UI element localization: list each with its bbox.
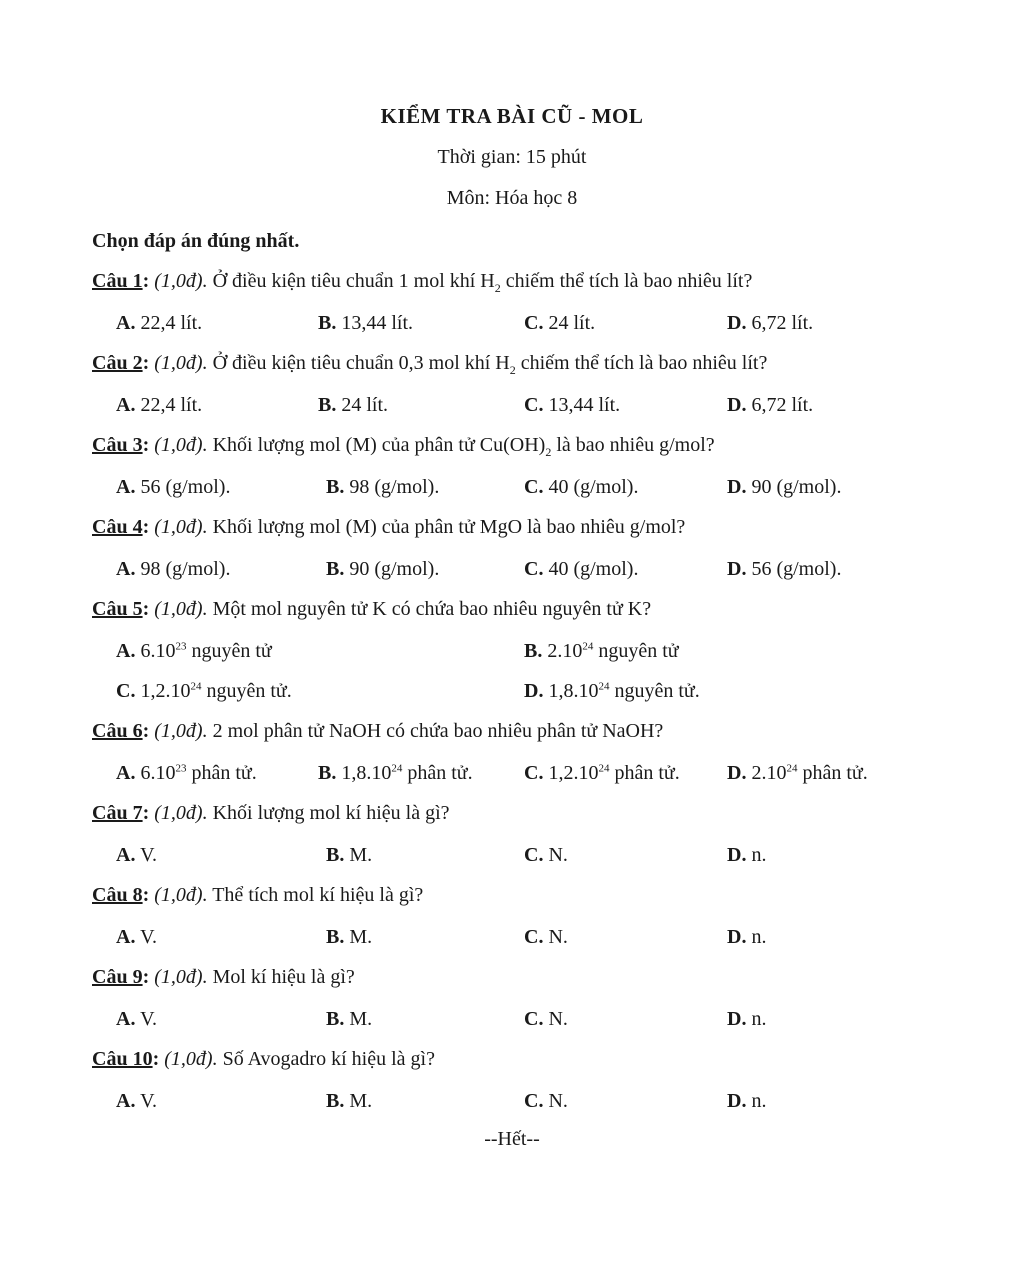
question-6: Câu 6: (1,0đ). 2 mol phân tử NaOH có chứa bao nhiêu phân tử NaOH? <box>92 720 664 742</box>
question-3: Câu 3: (1,0đ). Khối lượng mol (M) của phân tử $Cu(OH)_2$ là bao nhiêu g/mol? <box>92 434 715 459</box>
question-2: Câu 2: (1,0đ). Ở điều kiện tiêu chuẩn 0,3 mol khí $H_2$ chiếm thể tích là bao nhiêu lít? <box>92 352 768 377</box>
question-text: Khối lượng mol kí hiệu là gì? <box>212 802 450 824</box>
question-label: Câu 8 <box>92 884 143 906</box>
option-a[interactable]: A. 22,4 lít. <box>116 394 203 416</box>
option-b[interactable]: B. 13,44 lít. <box>318 312 414 334</box>
option-a[interactable]: A. V. <box>116 844 157 866</box>
option-c[interactable]: C. N. <box>524 844 568 866</box>
question-score: (1,0đ). <box>154 352 208 374</box>
question-label: Câu 3 <box>92 434 143 456</box>
question-label: Câu 9 <box>92 966 143 988</box>
question-label: Câu 6 <box>92 720 143 742</box>
question-1: Câu 1: (1,0đ). Ở điều kiện tiêu chuẩn 1 mol khí $H_2$ chiếm thể tích là bao nhiêu lít? <box>92 270 753 295</box>
question-score: (1,0đ). <box>154 434 208 456</box>
question-7: Câu 7: (1,0đ). Khối lượng mol kí hiệu là gì? <box>92 802 450 824</box>
option-a[interactable]: A. 22,4 lít. <box>116 312 203 334</box>
question-score: (1,0đ). <box>154 270 208 292</box>
question-text: 2 mol phân tử NaOH có chứa bao nhiêu phân tử NaOH? <box>212 720 664 742</box>
question-4: Câu 4: (1,0đ). Khối lượng mol (M) của phân tử MgO là bao nhiêu g/mol? <box>92 516 686 538</box>
question-score: (1,0đ). <box>154 966 208 988</box>
option-b[interactable]: B. 24 lít. <box>318 394 389 416</box>
question-text-tail: là bao nhiêu g/mol? <box>551 434 715 456</box>
option-d[interactable]: D. n. <box>727 844 767 866</box>
option-d[interactable]: D. 1,8.10$^{24}$ nguyên tử. <box>524 680 700 702</box>
option-d[interactable]: D. 6,72 lít. <box>727 312 814 334</box>
option-a[interactable]: A. V. <box>116 1008 157 1030</box>
question-9: Câu 9: (1,0đ). Mol kí hiệu là gì? <box>92 966 355 988</box>
option-d[interactable]: D. n. <box>727 1090 767 1112</box>
question-text: Mol kí hiệu là gì? <box>212 966 355 988</box>
question-text: Một mol nguyên tử K có chứa bao nhiêu nguyên tử K? <box>212 598 652 620</box>
option-b[interactable]: B. 1,8.10$^{24}$ phân tử. <box>318 762 473 784</box>
question-text: Số Avogadro kí hiệu là gì? <box>222 1048 435 1070</box>
question-text: Khối lượng mol (M) của phân tử MgO là bao nhiêu g/mol? <box>212 516 686 538</box>
option-b[interactable]: B. M. <box>326 844 373 866</box>
question-text: Khối lượng mol (M) của phân tử Cu(OH) <box>212 434 546 456</box>
question-score: (1,0đ). <box>154 598 208 620</box>
question-label: Câu 4 <box>92 516 143 538</box>
option-c[interactable]: C. N. <box>524 1008 568 1030</box>
question-text: Ở điều kiện tiêu chuẩn 0,3 mol khí H <box>212 352 510 374</box>
question-text-tail: chiếm thể tích là bao nhiêu lít? <box>515 352 768 374</box>
question-5: Câu 5: (1,0đ). Một mol nguyên tử K có chứa bao nhiêu nguyên tử K? <box>92 598 652 620</box>
question-score: (1,0đ). <box>164 1048 218 1070</box>
option-c[interactable]: C. 1,2.10$^{24}$ phân tử. <box>524 762 680 784</box>
question-score: (1,0đ). <box>154 720 208 742</box>
question-label: Câu 1 <box>92 270 143 292</box>
option-c[interactable]: C. 1,2.10$^{24}$ nguyên tử. <box>116 680 292 702</box>
option-a[interactable]: A. V. <box>116 926 157 948</box>
option-b[interactable]: B. 2.10$^{24}$ nguyên tử <box>524 640 679 662</box>
exam-time: Thời gian: 15 phút <box>437 146 587 168</box>
option-a[interactable]: A. 6.10$^{23}$ phân tử. <box>116 762 257 784</box>
question-label: Câu 7 <box>92 802 143 824</box>
subscript: 2 <box>509 363 516 377</box>
exam-title: KIỂM TRA BÀI CŨ - MOL <box>380 104 644 128</box>
option-b[interactable]: B. M. <box>326 1008 373 1030</box>
question-label: Câu 10 <box>92 1048 153 1070</box>
option-d[interactable]: D. 56 (g/mol). <box>727 558 842 580</box>
option-c[interactable]: C. N. <box>524 926 568 948</box>
subscript: 2 <box>494 281 501 295</box>
question-score: (1,0đ). <box>154 884 208 906</box>
option-a[interactable]: A. 6.10$^{23}$ nguyên tử <box>116 640 272 662</box>
question-10: Câu 10: (1,0đ). Số Avogadro kí hiệu là gì? <box>92 1048 435 1070</box>
option-b[interactable]: B. 90 (g/mol). <box>326 558 440 580</box>
option-d[interactable]: D. 90 (g/mol). <box>727 476 842 498</box>
option-c[interactable]: C. 40 (g/mol). <box>524 476 639 498</box>
option-b[interactable]: B. 98 (g/mol). <box>326 476 440 498</box>
option-c[interactable]: C. 13,44 lít. <box>524 394 621 416</box>
question-text: Ở điều kiện tiêu chuẩn 1 mol khí H <box>212 270 495 292</box>
option-d[interactable]: D. 2.10$^{24}$ phân tử. <box>727 762 868 784</box>
option-c[interactable]: C. N. <box>524 1090 568 1112</box>
option-b[interactable]: B. M. <box>326 1090 373 1112</box>
option-a[interactable]: A. 98 (g/mol). <box>116 558 231 580</box>
question-text: Thể tích mol kí hiệu là gì? <box>212 884 424 906</box>
exam-subject: Môn: Hóa học 8 <box>446 187 578 209</box>
question-score: (1,0đ). <box>154 516 208 538</box>
question-label: Câu 2 <box>92 352 143 374</box>
question-8: Câu 8: (1,0đ). Thể tích mol kí hiệu là gì? <box>92 884 424 906</box>
option-a[interactable]: A. V. <box>116 1090 157 1112</box>
end-marker: --Hết-- <box>484 1128 540 1150</box>
option-d[interactable]: D. n. <box>727 1008 767 1030</box>
option-d[interactable]: D. n. <box>727 926 767 948</box>
question-score: (1,0đ). <box>154 802 208 824</box>
option-b[interactable]: B. M. <box>326 926 373 948</box>
question-label: Câu 5 <box>92 598 143 620</box>
instruction: Chọn đáp án đúng nhất. <box>92 230 300 252</box>
question-text-tail: chiếm thể tích là bao nhiêu lít? <box>500 270 753 292</box>
option-c[interactable]: C. 40 (g/mol). <box>524 558 639 580</box>
subscript: 2 <box>545 445 552 459</box>
option-d[interactable]: D. 6,72 lít. <box>727 394 814 416</box>
option-c[interactable]: C. 24 lít. <box>524 312 596 334</box>
option-a[interactable]: A. 56 (g/mol). <box>116 476 231 498</box>
